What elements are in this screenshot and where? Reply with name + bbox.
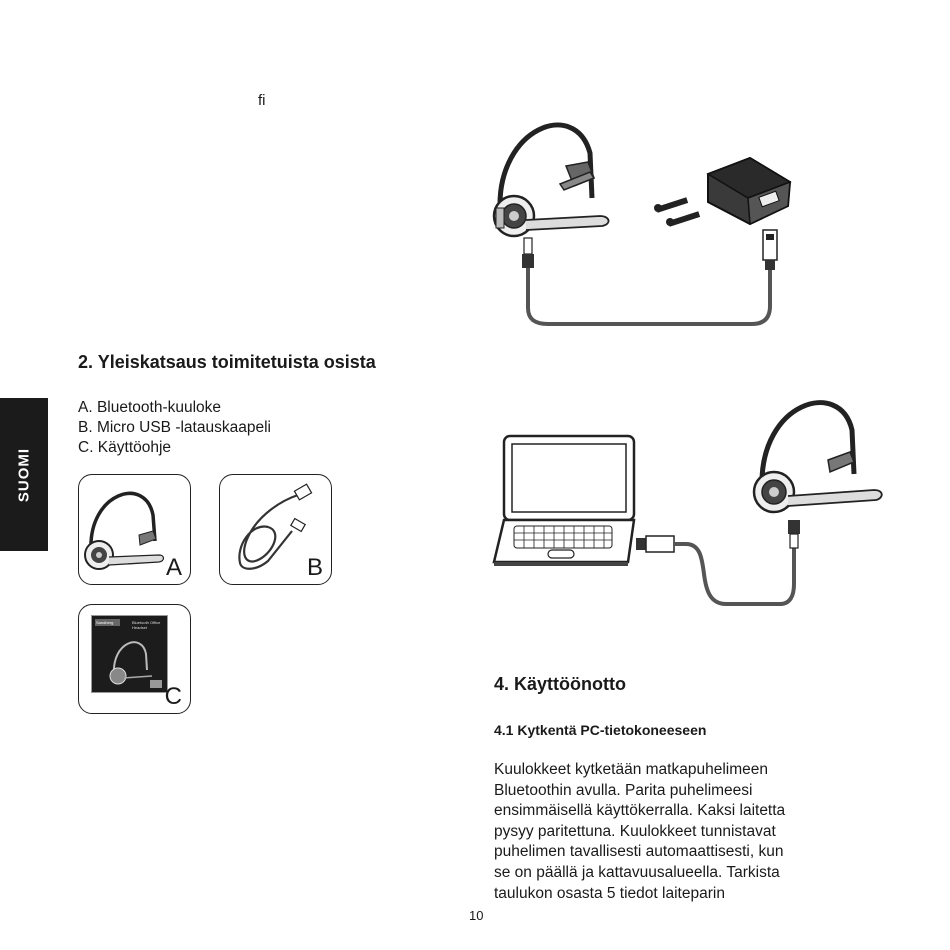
body-line: puhelimen tavallisesti automaattisesti, kun (494, 843, 784, 861)
part-item-c: C. Käyttöohje (78, 439, 172, 456)
part-box-letter-a: A (165, 554, 182, 581)
body-line: se on päällä ja kattavuusalueella. Tarkista (494, 863, 780, 881)
language-code: fi (258, 92, 266, 109)
body-line: ensimmäisellä käyttökerralla. Kaksi laitetta (494, 802, 786, 820)
part-item-b: B. Micro USB -latauskaapeli (78, 419, 271, 436)
manual-cover (91, 615, 168, 693)
headset-charger-illustration (480, 98, 820, 330)
body-line: pysyy paritettuna. Kuulokkeet tunnistavat (494, 822, 776, 840)
headset-laptop-illustration (490, 378, 890, 610)
manual-brand: Sandberg (95, 619, 120, 626)
part-box-letter-b: B (306, 554, 323, 581)
body-line: Kuulokkeet kytketään matkapuhelimeen (494, 761, 768, 778)
manual-headset-icon (92, 616, 167, 692)
part-item-a: A. Bluetooth-kuuloke (78, 399, 222, 416)
part-box-c (78, 604, 191, 714)
part-box-b (219, 474, 332, 585)
body-line: Bluetoothin avulla. Parita puhelimeesi (494, 781, 753, 799)
part-box-a (78, 474, 191, 585)
page-number: 10 (469, 908, 484, 923)
body-line: taulukon osasta 5 tiedot laiteparin (494, 884, 725, 902)
side-tab-label: SUOMI (15, 447, 33, 502)
section-2-heading: 2. Yleiskatsaus toimitetuista osista (78, 352, 376, 372)
section-4-heading: 4. Käyttöönotto (494, 674, 626, 694)
side-language-tab (0, 398, 48, 551)
manual-product: Bluetooth Office Headset (132, 620, 161, 630)
part-box-letter-c: C (164, 683, 182, 710)
section-4-1-heading: 4.1 Kytkentä PC-tietokoneeseen (494, 722, 707, 738)
section-4-1-body (494, 760, 854, 904)
